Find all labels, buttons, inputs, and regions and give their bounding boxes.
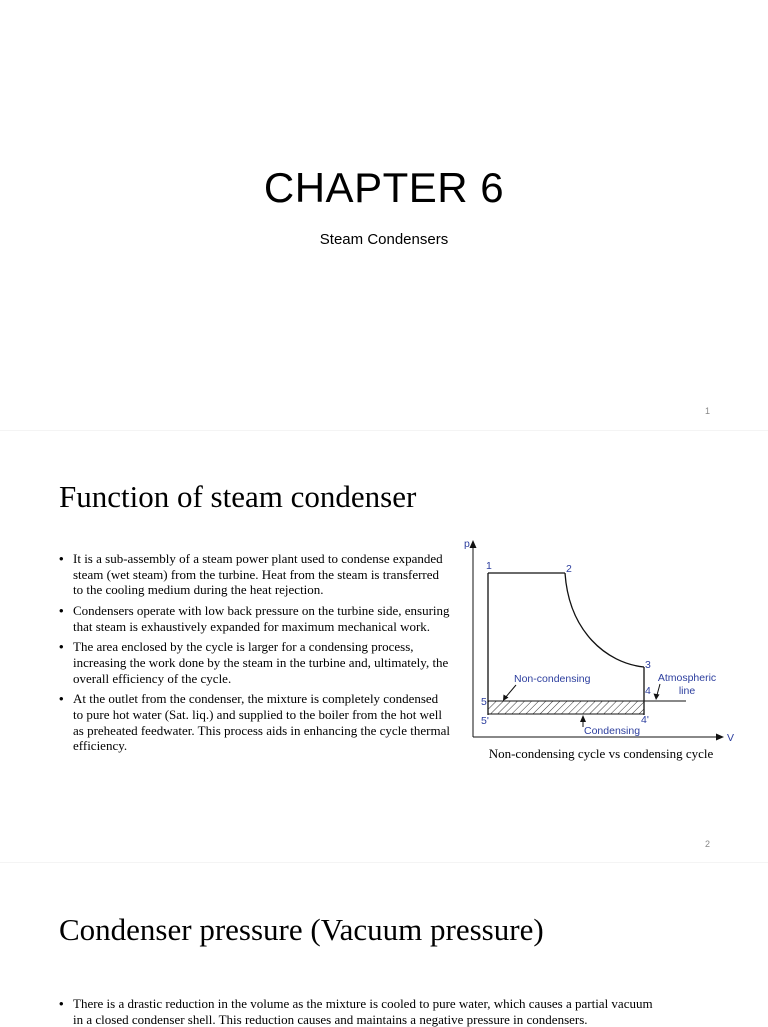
point-label-1: 1 — [486, 560, 492, 572]
atmospheric-label-line2: line — [678, 685, 696, 697]
non-condensing-pointer — [505, 685, 516, 698]
non-condensing-label: Non-condensing — [514, 673, 591, 685]
point-label-2: 2 — [566, 563, 572, 575]
slide-divider — [0, 430, 768, 431]
bullet-item — [59, 996, 739, 1012]
bullet-list — [59, 996, 739, 1027]
x-axis-arrow-icon — [716, 734, 724, 741]
chapter-subtitle: Steam Condensers — [319, 231, 449, 248]
chapter-title: CHAPTER 6 — [263, 164, 505, 211]
slide-divider — [0, 862, 768, 863]
bullet-icon: • — [59, 691, 64, 707]
slide-heading: Function of steam condenser — [59, 479, 417, 514]
pv-diagram — [456, 536, 744, 748]
point-label-3: 3 — [645, 659, 651, 671]
bullet-item — [59, 603, 451, 634]
y-axis-arrow-icon — [470, 540, 477, 548]
atmospheric-arrow-icon — [654, 694, 660, 701]
bullet-text: It is a sub-assembly of a steam power plant used to condense expanded steam (wet steam) from the turbine. Heat from the steam is transferred to the cooling medium during the heat rejection. — [73, 551, 443, 598]
bullet-icon: • — [59, 639, 64, 655]
bullet-text: The area enclosed by the cycle is larger for a condensing process, increasing the work done by the steam in the turbine and, ultimately, the overall efficiency of the cycle. — [73, 639, 449, 686]
bullet-text: in a closed condenser shell. This reduction causes and maintains a negative pressure in condensers. — [73, 1011, 588, 1027]
point-label-5: 5 — [481, 696, 487, 708]
bullet-list — [59, 551, 451, 759]
x-axis-label: V — [727, 732, 735, 744]
condensing-arrow-icon — [580, 715, 586, 722]
slide-heading: Condenser pressure (Vacuum pressure) — [59, 912, 544, 947]
point-label-5-prime: 5' — [481, 715, 489, 727]
condensing-label: Condensing — [584, 725, 641, 737]
page-number: 1 — [704, 406, 710, 416]
bullet-text: There is a drastic reduction in the volume as the mixture is cooled to pure water, which causes a partial vacuum — [73, 996, 653, 1011]
condensing-area — [488, 701, 644, 714]
bullet-item — [59, 1012, 739, 1027]
bullet-text: At the outlet from the condenser, the mixture is completely condensed to pure hot water (Sat. liq.) and supplied to the boiler from the hot well as preheated feedwater. This process aids in enhancing the cycle thermal efficiency. — [73, 691, 450, 754]
bullet-icon: • — [59, 996, 64, 1011]
point-label-4: 4 — [645, 685, 651, 697]
bullet-icon: • — [59, 602, 64, 618]
atmospheric-pointer — [657, 684, 660, 695]
bullet-icon: • — [59, 551, 64, 566]
bullet-text: Condensers operate with low back pressure on the turbine side, ensuring that steam is exhaustively expanded for maximum mechanical work. — [73, 602, 450, 634]
atmospheric-label: Atmospheric — [657, 672, 717, 684]
point-label-4-prime: 4' — [641, 714, 649, 726]
page-number: 2 — [704, 839, 710, 849]
bullet-item — [59, 551, 451, 598]
bullet-item — [59, 691, 451, 753]
diagram-caption: Non-condensing cycle vs condensing cycle — [488, 746, 714, 761]
expansion-curve — [565, 573, 644, 667]
y-axis-label: p — [464, 538, 470, 550]
bullet-item — [59, 639, 451, 686]
